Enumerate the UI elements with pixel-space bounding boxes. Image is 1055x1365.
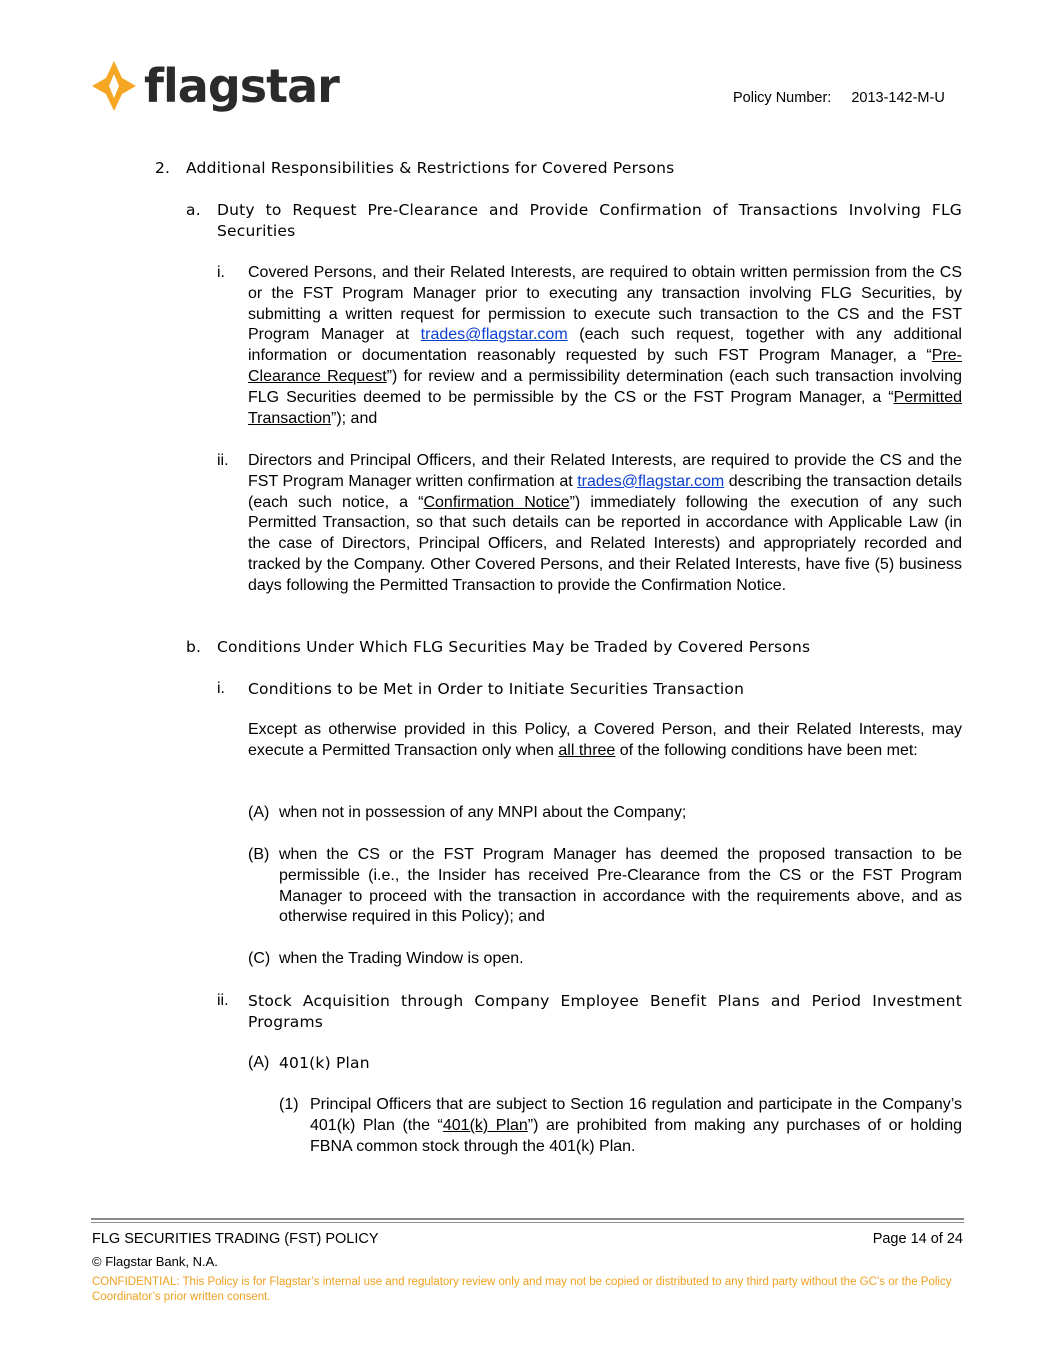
item-a-ii-text3: ”) immediately following the execution of any such Permitted Transaction, so that such details can be reported in accordance with Applicable Law (in the case of Directors, Principal Officers, and Related Interests) and appropriately recorded and tracked by the Company. Other Covered Persons, and their Related Interests, have five (5) business days following the Permitted Transaction to provide the Confirmation Notice.	[248, 493, 963, 594]
item-b-i-intro2: of the following conditions have been met:	[615, 741, 918, 759]
condition-b-text: when the CS or the FST Program Manager has deemed the proposed transaction to be permissible (i.e., the Insider has received Pre-Clearance from the CS or the FST Program Manager to proceed with the transaction in accordance with the requirements above, and as otherwise required in this Policy); and	[279, 846, 962, 926]
policy-number-value: 2013-142-M-U	[851, 90, 945, 106]
plan-a-1-number: (1)	[279, 1096, 299, 1113]
term-confirmation-notice: Confirmation Notice	[423, 493, 570, 511]
condition-c-number: (C)	[248, 950, 271, 967]
item-b-i-intro	[248, 720, 962, 762]
brand-name: flagstar	[144, 59, 339, 113]
subsection-a-title-line2: Securities	[217, 222, 296, 240]
item-a-ii-number: ii.	[217, 452, 229, 469]
item-a-i-text3: ”) for review and a permissibility determination (each such transaction involving FLG Securities deemed to be permissible by the CS or the FST Program Manager, a “	[248, 367, 962, 406]
plan-a-number: (A)	[248, 1054, 270, 1071]
footer-title: FLG SECURITIES TRADING (FST) POLICY	[92, 1231, 379, 1247]
subsection-a-title-line1: Duty to Request Pre-Clearance and Provide Confirmation of Transactions Involving FLG	[217, 201, 962, 219]
item-b-i-intro1: Except as otherwise provided in this Policy, a Covered Person, and their Related Interests, may execute a Permitted Transaction only when	[248, 721, 962, 759]
flagstar-logo	[92, 58, 339, 114]
item-b-ii-number: ii.	[217, 992, 229, 1009]
trades-email-link[interactable]: trades@flagstar.com	[420, 326, 568, 344]
subsection-a-number: a.	[186, 201, 201, 219]
footer-rule-thin	[91, 1222, 964, 1223]
term-all-three: all three	[558, 741, 616, 759]
term-401k-plan: 401(k) Plan	[442, 1116, 528, 1134]
subsection-b-title: Conditions Under Which FLG Securities May be Traded by Covered Persons	[217, 638, 811, 656]
footer-rule	[91, 1218, 964, 1220]
term-permitted-transaction: Permitted Transaction	[248, 388, 962, 427]
item-b-i-number: i.	[217, 680, 225, 697]
condition-c-text: when the Trading Window is open.	[279, 950, 524, 967]
section-title: Additional Responsibilities & Restrictions for Covered Persons	[186, 159, 675, 177]
trades-email-link-2[interactable]: trades@flagstar.com	[577, 472, 725, 490]
flagstar-star-icon	[92, 61, 136, 111]
item-b-i-title: Conditions to be Met in Order to Initiate Securities Transaction	[248, 680, 745, 698]
plan-a-title: 401(k) Plan	[279, 1054, 370, 1072]
item-b-ii-title-line2: Programs	[248, 1013, 324, 1031]
item-a-ii-text2: describing the transaction details (each such notice, a “	[248, 472, 963, 511]
term-pre-clearance-request: Pre-Clearance Request	[248, 347, 962, 385]
subsection-b-number: b.	[186, 638, 202, 656]
condition-a-number: (A)	[248, 804, 270, 821]
item-b-ii-title-line1: Stock Acquisition through Company Employee Benefit Plans and Period Investment	[248, 992, 962, 1010]
plan-a-1-text2: ”) are prohibited from making any purchases of or holding FBNA common stock through the 401(k) Plan.	[310, 1116, 963, 1155]
plan-a-1-paragraph	[310, 1095, 962, 1157]
item-a-i-number: i.	[217, 264, 225, 281]
item-a-i-text2: (each such request, together with any additional information or documentation reasonably requested by such FST Program Manager, a “	[248, 326, 962, 365]
item-a-i-text4: ”); and	[331, 409, 378, 427]
plan-a-1-text1: Principal Officers that are subject to Section 16 regulation and participate in the Company’s 401(k) Plan (the “	[310, 1096, 962, 1134]
section-number: 2.	[155, 159, 171, 177]
condition-a-text: when not in possession of any MNPI about the Company;	[279, 804, 687, 821]
footer-page-number: Page 14 of 24	[872, 1231, 963, 1247]
footer-confidential-notice: CONFIDENTIAL: This Policy is for Flagstar’s internal use and regulatory review only and may not be copied or distributed to any third party without the GC’s or the Policy Coordinator’s prior written consent.	[92, 1276, 952, 1303]
footer-copyright: © Flagstar Bank, N.A.	[92, 1254, 218, 1269]
item-a-ii-paragraph	[248, 451, 962, 597]
condition-b-number: (B)	[248, 846, 270, 863]
policy-number-label: Policy Number:	[733, 90, 832, 106]
item-a-i-paragraph	[248, 263, 962, 429]
policy-number-block	[733, 90, 945, 106]
item-a-i-text1: Covered Persons, and their Related Interests, are required to obtain written permission from the CS or the FST Program Manager prior to executing any transaction involving FLG Securities, by submitting a written request for permission to execute such transaction to the CS and the FST Program Manager at	[248, 264, 962, 344]
item-a-ii-text1: Directors and Principal Officers, and their Related Interests, are required to provide the CS and the FST Program Manager written confirmation at	[248, 452, 962, 490]
